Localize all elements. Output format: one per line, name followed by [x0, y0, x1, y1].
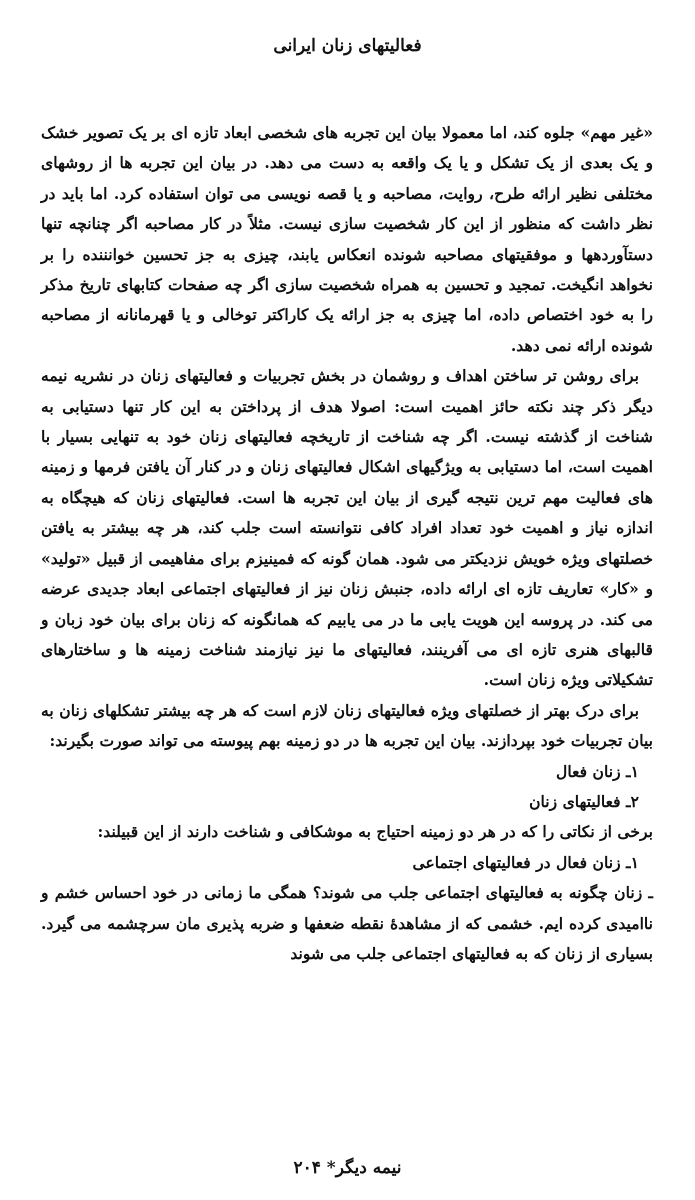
page-footer: نیمه دیگر* ۲۰۴: [293, 1158, 402, 1178]
page-title: فعالیتهای زنان ایرانی: [273, 36, 422, 56]
paragraph: ـ زنان چگونه به فعالیتهای اجتماعی جلب می شوند؟ همگی ما زمانی در خود احساس خشم و ناامیدی کرده ایم. خشمی که از مشاهدهٔ نقطه ضعفها و ضربه پذیری مان سرچشمه می گیرد. بسیاری از زنان که به فعالیتهای اجتماعی جلب می شوند: [41, 883, 653, 963]
list-item: ۱ـ زنان فعال: [556, 761, 639, 781]
list-item: ۱ـ زنان فعال در فعالیتهای اجتماعی: [412, 852, 639, 872]
paragraph: برای درک بهتر از خصلتهای ویژه فعالیتهای زنان لازم است که هر چه بیشتر تشکلهای زنان به بیان تجربیات خود بپردازند. بیان این تجربه ها در دو زمینه بهم پیوسته می تواند صورت بگیرند:: [41, 700, 653, 751]
list-item: ۲ـ فعالیتهای زنان: [529, 791, 639, 811]
body-text: [41, 118, 653, 969]
paragraph: «غیر مهم» جلوه کند، اما معمولا بیان این تجربه های شخصی ابعاد تازه ای بر یک تصویر خشک و یک بعدی از یک تشکل و یا یک واقعه به دست می دهد. در بیان این تجربه ها از روشهای مختلفی نظیر ارائه طرح، روایت، مصاحبه و یا قصه نویسی می توان استفاده کرد. اما باید در نظر داشت که منظور از این کار شخصیت سازی نیست. مثلاً در کار مصاحبه اگر چنانچه تنها دستآوردهها و موفقیتهای مصاحبه شونده انعکاس یابند، چیزی به جز تحسین خوانننده را بر نخواهد انگیخت. تمجید و تحسین به همراه شخصیت سازی اگر چه صفحات کتابهای تاریخ مذکر را به خود اختصاص داده، اما چیزی به جز ارائه یک کاراکتر توخالی و یا قهرمانانه از مصاحبه شونده ارائه نمی دهد.: [41, 123, 653, 355]
paragraph: برای روشن تر ساختن اهداف و روشمان در بخش تجربیات و فعالیتهای زنان در نشریه نیمه دیگر ذکر چند نکته حائز اهمیت است: اصولا هدف از پرداختن به این کار تنها دستیابی به شناخت از گذشته نیست. اگر چه شناخت از تاریخچه فعالیتهای زنان خود به تنهایی بسیار با اهمیت است، اما دستیابی به ویژگیهای اشکال فعالیتهای زنان و در کنار آن یافتن فرمها و زمینه های فعالیت مهم ترین نتیجه گیری از بیان این تجربه ها است. فعالیتهای زنان که هیچگاه به اندازه نیاز و اهمیت خود تعداد افراد کافی نتوانسته است جلب کند، هر چه بیشتر به یافتن خصلتهای ویژه خویش نزدیکتر می شود. همان گونه که فمینیزم برای مفاهیمی از قبیل «تولید» و «کار» تعاریف تازه ای ارائه داده، جنبش زنان نیز از فعالیتهای اجتماعی ابعاد جدیدی عرضه می کند. در پروسه این هویت یابی ما در می یابیم که همانگونه که زنان برای بیان خود زبان و قالبهای هنری تازه ای می آفرینند، فعالیتهای ما نیز نیازمند شناخت زمینه ها و ساختارهای تشکیلاتی ویژه زنان است.: [41, 366, 653, 690]
paragraph: برخی از نکاتی را که در هر دو زمینه احتیاج به موشکافی و شناخت دارند از این قبیلند:: [97, 822, 653, 842]
